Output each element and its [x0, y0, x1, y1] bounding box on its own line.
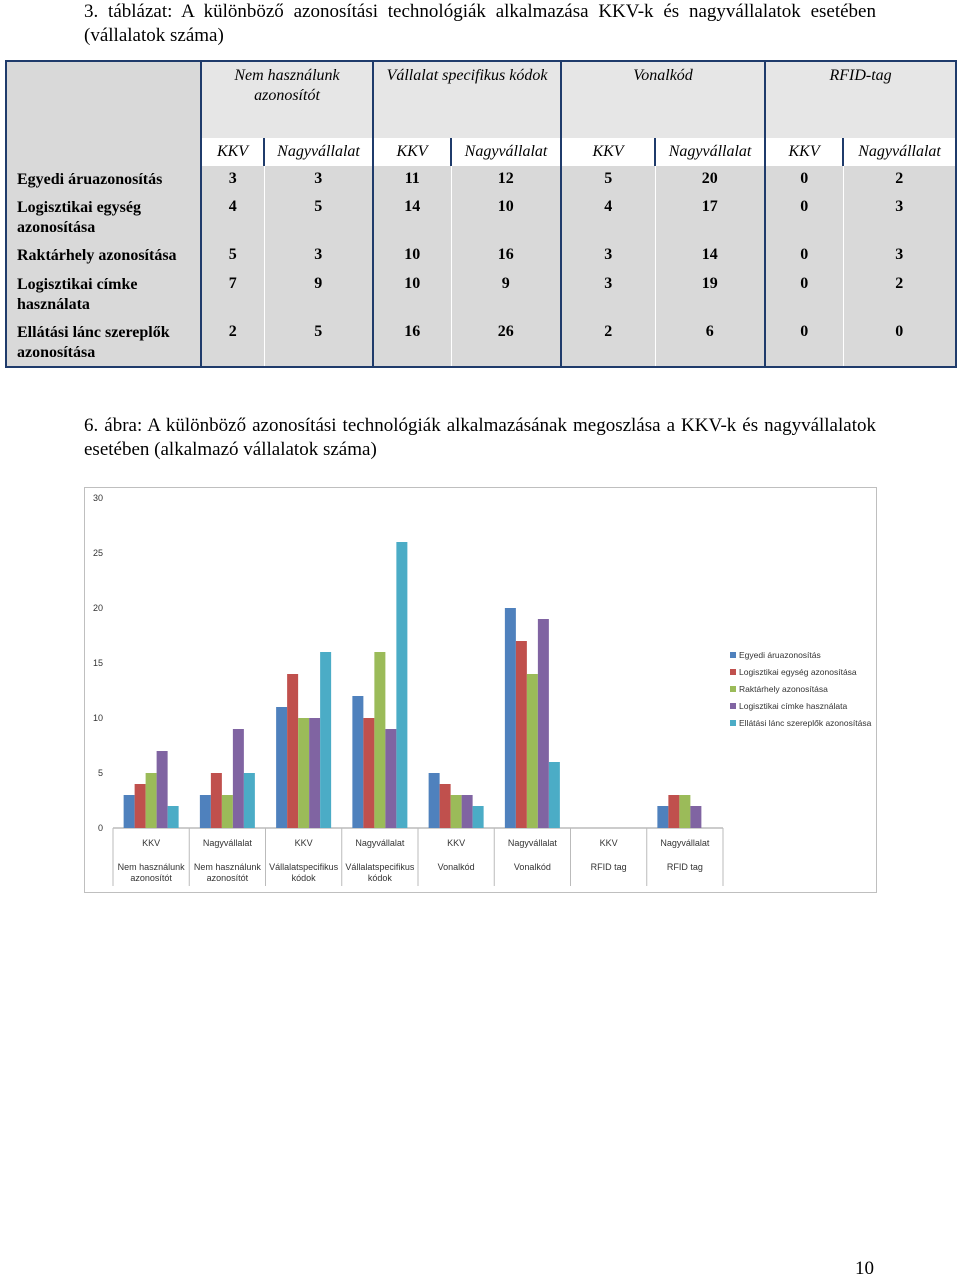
bar	[451, 795, 462, 828]
bar	[287, 674, 298, 828]
table-cell: 3	[201, 166, 264, 194]
x-group-label: Vonalkód	[513, 862, 551, 872]
table-cell: 14	[373, 194, 451, 242]
table-cell: 26	[451, 319, 561, 367]
table-cell: 9	[264, 271, 373, 319]
bar	[668, 795, 679, 828]
row-label: Logisztikai egység azonosítása	[17, 199, 141, 236]
table-cell: 2	[843, 166, 956, 194]
table-cell: 12	[451, 166, 561, 194]
x-tick-label: Nagyvállalat	[507, 838, 557, 848]
bar	[538, 619, 549, 828]
table-cell: 0	[765, 242, 843, 271]
bar	[211, 773, 222, 828]
y-tick-label: 0	[97, 823, 103, 833]
table-cell: 3	[264, 242, 373, 271]
bar	[244, 773, 255, 828]
sub-header: KKV	[561, 138, 655, 166]
bar	[374, 652, 385, 828]
table-cell: 3	[561, 271, 655, 319]
y-tick-label: 15	[92, 658, 103, 668]
table-cell: 0	[765, 194, 843, 242]
table-cell: 2	[843, 271, 956, 319]
table-cell: 10	[373, 271, 451, 319]
identification-table	[5, 60, 957, 368]
legend-swatch	[730, 703, 736, 709]
bar	[429, 773, 440, 828]
table-cell: 5	[561, 166, 655, 194]
legend-label: Egyedi áruazonosítás	[739, 650, 821, 660]
page-number: 10	[855, 1258, 874, 1279]
x-group-label: Vállalatspecifikus kódok	[269, 862, 339, 883]
table-cell: 5	[201, 242, 264, 271]
bar-chart	[84, 487, 877, 893]
x-tick-label: KKV	[599, 838, 618, 848]
table-cell: 7	[201, 271, 264, 319]
table-cell: 3	[843, 242, 956, 271]
bar	[124, 795, 135, 828]
table-cell: 11	[373, 166, 451, 194]
bar	[549, 762, 560, 828]
x-group-label: Vállalatspecifikus kódok	[345, 862, 415, 883]
group-header: Vonalkód	[561, 61, 765, 138]
table-cell: 2	[201, 319, 264, 367]
y-tick-label: 30	[92, 493, 103, 503]
bar	[146, 773, 157, 828]
table-cell: 0	[843, 319, 956, 367]
bar	[657, 806, 668, 828]
bar	[679, 795, 690, 828]
bar	[298, 718, 309, 828]
table-cell: 0	[765, 166, 843, 194]
row-label: Ellátási lánc szereplők azonosítása	[17, 324, 170, 361]
legend-swatch	[730, 720, 736, 726]
legend-label: Logisztikai egység azonosítása	[739, 667, 857, 677]
sub-header: Nagyvállalat	[655, 138, 765, 166]
x-tick-label: KKV	[142, 838, 161, 848]
bar	[385, 729, 396, 828]
table-cell: 10	[373, 242, 451, 271]
x-group-label: Nem használunk azonosítót	[193, 862, 261, 883]
x-tick-label: Nagyvállalat	[355, 838, 405, 848]
x-group-label: Vonalkód	[437, 862, 475, 872]
row-label: Egyedi áruazonosítás	[17, 171, 163, 188]
row-label: Logisztikai címke használata	[17, 276, 138, 313]
legend-label: Ellátási lánc szereplők azonosítása	[739, 718, 872, 728]
figure-caption: 6. ábra: A különböző azonosítási technológiák alkalmazásának megoszlása a KKV-k és nagyvállalatok esetében (alkalmazó vállalatok száma)	[84, 415, 876, 460]
table-caption: 3. táblázat: A különböző azonosítási technológiák alkalmazása KKV-k és nagyvállalatok esetében (vállalatok száma)	[84, 1, 876, 46]
table-cell: 2	[561, 319, 655, 367]
table-cell: 3	[264, 166, 373, 194]
group-header: Nem használunk azonosítót	[201, 61, 373, 138]
y-tick-label: 10	[92, 713, 103, 723]
bar	[462, 795, 473, 828]
table-corner	[6, 61, 201, 138]
bar	[505, 608, 516, 828]
x-tick-label: KKV	[447, 838, 466, 848]
table-cell: 19	[655, 271, 765, 319]
sub-header: KKV	[765, 138, 843, 166]
table-cell: 14	[655, 242, 765, 271]
sub-header: Nagyvállalat	[843, 138, 956, 166]
row-label: Raktárhely azonosítása	[17, 247, 177, 264]
y-tick-label: 5	[97, 768, 103, 778]
bar	[168, 806, 179, 828]
legend-swatch	[730, 652, 736, 658]
table-cell: 20	[655, 166, 765, 194]
x-group-label: RFID tag	[666, 862, 703, 872]
bar	[276, 707, 287, 828]
legend-swatch	[730, 686, 736, 692]
bar	[396, 542, 407, 828]
legend-label: Raktárhely azonosítása	[739, 684, 828, 694]
bar	[157, 751, 168, 828]
table-cell: 9	[451, 271, 561, 319]
table-cell: 3	[561, 242, 655, 271]
legend-label: Logisztikai címke használata	[739, 701, 848, 711]
table-cell: 16	[451, 242, 561, 271]
table-cell: 4	[201, 194, 264, 242]
sub-header: Nagyvállalat	[264, 138, 373, 166]
table-cell: 5	[264, 319, 373, 367]
table-cell: 3	[843, 194, 956, 242]
x-tick-label: Nagyvállalat	[202, 838, 252, 848]
table-cell: 0	[765, 319, 843, 367]
table-cell: 10	[451, 194, 561, 242]
group-header: Vállalat specifikus kódok	[373, 61, 561, 138]
bar	[363, 718, 374, 828]
sub-header: Nagyvállalat	[451, 138, 561, 166]
bar	[690, 806, 701, 828]
table-cell: 17	[655, 194, 765, 242]
table-cell: 16	[373, 319, 451, 367]
table-cell: 6	[655, 319, 765, 367]
x-group-label: Nem használunk azonosítót	[117, 862, 185, 883]
x-tick-label: KKV	[294, 838, 313, 848]
bar	[440, 784, 451, 828]
bar	[473, 806, 484, 828]
sub-header: KKV	[373, 138, 451, 166]
bar-chart-svg	[85, 488, 876, 892]
table-cell: 0	[765, 271, 843, 319]
legend-swatch	[730, 669, 736, 675]
y-tick-label: 25	[92, 548, 103, 558]
sub-header: KKV	[201, 138, 264, 166]
group-header: RFID-tag	[765, 61, 956, 138]
bar	[320, 652, 331, 828]
bar	[309, 718, 320, 828]
bar	[233, 729, 244, 828]
bar	[200, 795, 211, 828]
bar	[135, 784, 146, 828]
y-tick-label: 20	[92, 603, 103, 613]
bar	[516, 641, 527, 828]
table-cell: 5	[264, 194, 373, 242]
table-cell: 4	[561, 194, 655, 242]
x-group-label: RFID tag	[590, 862, 627, 872]
table-corner	[6, 138, 201, 166]
x-tick-label: Nagyvállalat	[660, 838, 710, 848]
bar	[527, 674, 538, 828]
bar	[352, 696, 363, 828]
bar	[222, 795, 233, 828]
